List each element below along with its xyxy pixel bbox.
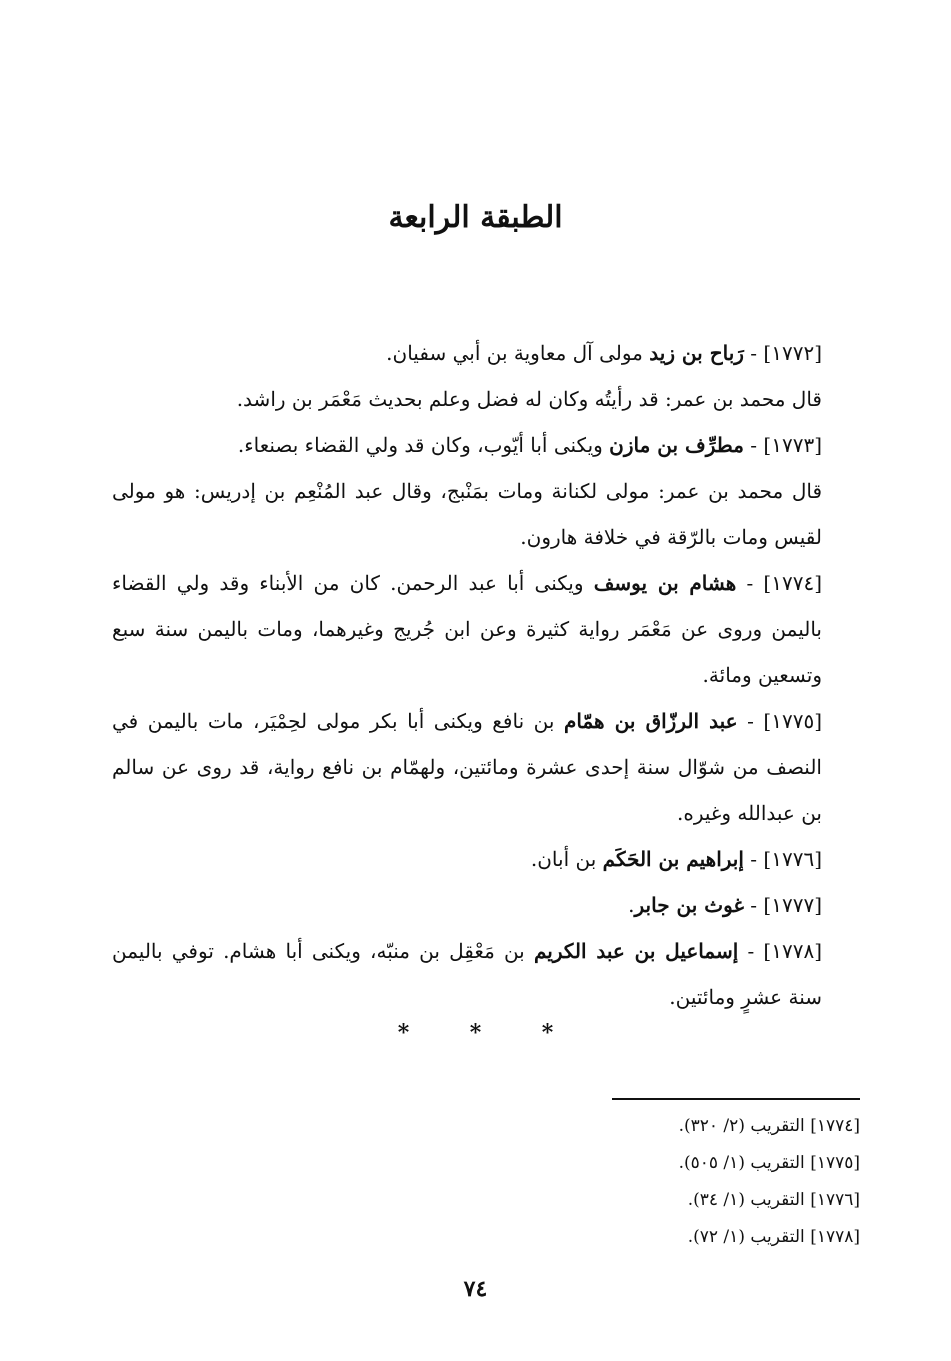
section-heading: الطبقة الرابعة	[388, 200, 563, 235]
entry-number: [١٧٧٢]	[763, 341, 822, 365]
entry-1776: [١٧٧٦] - إبراهيم بن الحَكَم بن أبان.	[530, 847, 822, 871]
entry-1772: [١٧٧٢] - رَباح بن زيد مولى آل معاوية بن أبي سفيان.	[386, 341, 822, 365]
entry-1773-note: قال محمد بن عمر: مولى لكنانة ومات بمَنْبج، وقال عبد المُنْعِم بن إدريس: هو مولى لقيس ومات بالرّقة في خلافة هارون.	[112, 479, 822, 549]
entry-text: ويكنى أبا عبد الرحمن. كان من الأبناء وقد ولي القضاء باليمن وروى عن مَعْمَر رواية كثيرة وعن ابن جُريج وغيرهما، ومات باليمن سنة سبع وتسعين ومائة.	[112, 571, 822, 687]
footnote-1775: [١٧٧٥] التقريب (١/ ٥٠٥).	[678, 1153, 860, 1173]
entry-text: بن أبان.	[530, 847, 597, 871]
footnote-1776: [١٧٧٦] التقريب (١/ ٣٤).	[687, 1190, 860, 1210]
entry-number: [١٧٧٨]	[763, 939, 822, 963]
entry-text: .	[628, 893, 635, 917]
separator-star: *	[397, 1020, 410, 1046]
footnote-1778: [١٧٧٨] التقريب (١/ ٧٢).	[687, 1227, 860, 1247]
separator-star: *	[541, 1020, 554, 1046]
entry-number: [١٧٧٧]	[763, 893, 822, 917]
entry-text: مولى آل معاوية بن أبي سفيان.	[386, 341, 643, 365]
page-number: ٧٤	[463, 1276, 488, 1302]
entry-1775: [١٧٧٥] - عبد الرزّاق بن همّام بن نافع ويكنى أبا بكر مولى لحِمْيَر، مات باليمن في النصف من شوّال سنة إحدى عشرة ومائتين، ولهمّام بن نافع رواية، قد روى عن سالم بن عبدالله وغيره.	[112, 709, 822, 825]
entry-1772-note: قال محمد بن عمر: قد رأيتُه وكان له فضل وعلم بحديث مَعْمَر بن راشد.	[236, 387, 822, 411]
entry-1778: [١٧٧٨] - إسماعيل بن عبد الكريم بن مَعْقِل بن منبّه، ويكنى أبا هشام. توفي باليمن سنة عشرٍ ومائتين.	[112, 939, 822, 1009]
entry-name: إبراهيم بن الحَكَم	[602, 847, 744, 871]
separator-star: *	[469, 1020, 482, 1046]
entry-name: عبد الرزّاق بن همّام	[563, 709, 738, 733]
entry-number: [١٧٧٥]	[763, 709, 822, 733]
biography-entries	[112, 330, 860, 1020]
entry-1774: [١٧٧٤] - هشام بن يوسف ويكنى أبا عبد الرحمن. كان من الأبناء وقد ولي القضاء باليمن وروى عن مَعْمَر رواية كثيرة وعن ابن جُريج وغيرهما، ومات باليمن سنة سبع وتسعين ومائة.	[112, 571, 823, 687]
entry-1777: [١٧٧٧] - غوث بن جابر.	[628, 893, 822, 917]
entry-name: رَباح بن زيد	[649, 341, 744, 365]
entry-number: [١٧٧٦]	[763, 847, 822, 871]
footnote-divider	[612, 1098, 860, 1100]
entry-number: [١٧٧٣]	[763, 433, 822, 457]
entry-1773: [١٧٧٣] - مطرِّف بن مازن ويكنى أبا أيّوب، وكان قد ولي القضاء بصنعاء.	[237, 433, 822, 457]
entry-name: إسماعيل بن عبد الكريم	[533, 939, 739, 963]
section-separator	[0, 1020, 951, 1046]
entry-name: هشام بن يوسف	[593, 571, 737, 595]
entry-number: [١٧٧٤]	[763, 571, 823, 595]
entry-name: مطرِّف بن مازن	[609, 433, 744, 457]
entry-name: غوث بن جابر	[634, 893, 744, 917]
entry-text: ويكنى أبا أيّوب، وكان قد ولي القضاء بصنعاء.	[237, 433, 603, 457]
footnotes	[500, 1108, 860, 1256]
footnote-1774: [١٧٧٤] التقريب (٢/ ٣٢٠).	[678, 1116, 860, 1136]
entry-text: بن نافع ويكنى أبا بكر مولى لحِمْيَر، مات باليمن في النصف من شوّال سنة إحدى عشرة ومائتين، ولهمّام بن نافع رواية، قد روى عن سالم بن عبدالله وغيره.	[112, 709, 822, 825]
entry-text: بن مَعْقِل بن منبّه، ويكنى أبا هشام. توفي باليمن سنة عشرٍ ومائتين.	[112, 939, 822, 1009]
